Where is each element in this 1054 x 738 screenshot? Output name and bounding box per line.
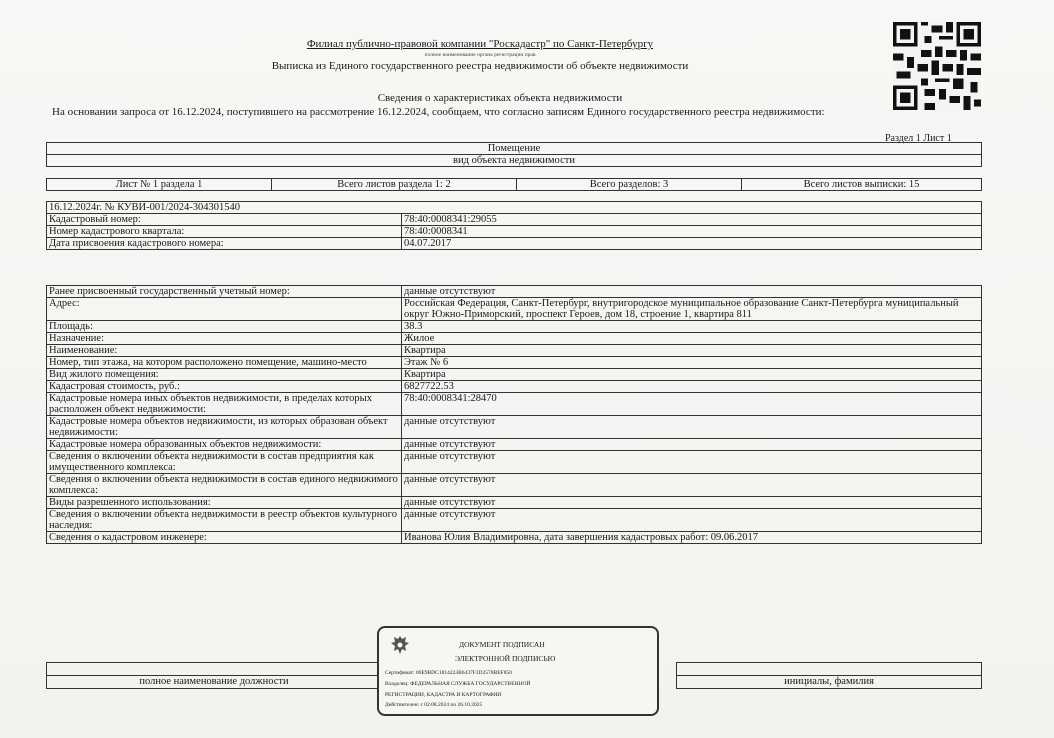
row-label: Сведения о включении объекта недвижимости в реестр объектов культурного наследия: [47,509,402,532]
e-signature-stamp [377,626,659,716]
table-row [47,439,982,451]
table-row [47,345,982,357]
row-label: Кадастровые номера объектов недвижимости, из которых образован объект недвижимости: [47,416,402,439]
total-extract-sheets: Всего листов выписки: 15 [742,179,982,191]
section-label: Раздел 1 Лист 1 [885,133,952,144]
cadastral-number: 78:40:0008341:29055 [402,214,982,226]
table-row [47,286,982,298]
stamp-line2: ЭЛЕКТРОННОЙ ПОДПИСЬЮ [455,654,556,663]
row-label: Кадастровый номер: [47,214,402,226]
stamp-line1: ДОКУМЕНТ ПОДПИСАН [459,640,545,649]
row-value: данные отсутствуют [402,439,982,451]
row-value: 78:40:0008341:28470 [402,393,982,416]
identification-table [46,201,982,250]
row-value: данные отсутствуют [402,497,982,509]
table-row [47,321,982,333]
row-value: Квартира [402,369,982,381]
table-row [47,474,982,497]
row-value: Квартира [402,345,982,357]
table-row [47,532,982,544]
org-subcaption: полное наименование органа регистрации прав [424,52,536,58]
name-caption: инициалы, фамилия [677,676,982,689]
row-label: Номер, тип этажа, на котором расположено помещение, машино-место [47,357,402,369]
table-row [47,451,982,474]
row-label: Дата присвоения кадастрового номера: [47,238,402,250]
table-row [47,393,982,416]
stamp-valid: Действителен: с 02.08.2024 по 26.10.2025 [385,702,483,708]
row-value: данные отсутствуют [402,474,982,497]
table-row [47,226,982,238]
sheets-table [46,178,982,191]
area-value: 38.3 [402,321,982,333]
characteristics-table [46,285,982,544]
row-label: Кадастровые номера образованных объектов недвижимости: [47,439,402,451]
floor-value: Этаж № 6 [402,357,982,369]
stamp-owner: Владелец: ФЕДЕРАЛЬНАЯ СЛУЖБА ГОСУДАРСТВЕННОЙ [385,681,531,687]
cadastral-value: 6827722.53 [402,381,982,393]
table-row [47,238,982,250]
row-label: Адрес: [47,298,402,321]
position-caption: полное наименование должности [47,676,382,689]
table-row [47,357,982,369]
document-title: Выписка из Единого государственного реестра недвижимости об объекте недвижимости [271,60,689,72]
object-type-table [46,142,982,167]
object-type: Помещение [47,143,982,155]
row-label: Виды разрешенного использования: [47,497,402,509]
total-sections: Всего разделов: 3 [517,179,742,191]
row-value: данные отсутствуют [402,286,982,298]
row-label: Наименование: [47,345,402,357]
assignment-date: 04.07.2017 [402,238,982,250]
row-label: Номер кадастрового квартала: [47,226,402,238]
table-row [47,369,982,381]
sheets-in-section: Всего листов раздела 1: 2 [272,179,517,191]
section-heading: Сведения о характеристиках объекта недвижимости [377,92,623,104]
org-name: Филиал публично-правовой компании "Роскадастр" по Санкт-Петербургу [306,38,654,50]
row-label: Кадастровая стоимость, руб.: [47,381,402,393]
table-row [47,416,982,439]
table-row [47,298,982,321]
quarter-number: 78:40:0008341 [402,226,982,238]
engineer-value: Иванова Юлия Владимировна, дата завершения кадастровых работ: 09.06.2017 [402,532,982,544]
row-value: данные отсутствуют [402,451,982,474]
row-label: Сведения о включении объекта недвижимости в состав предприятия как имущественного комплекса: [47,451,402,474]
row-label: Площадь: [47,321,402,333]
table-row [47,381,982,393]
qr-code-icon [893,22,981,110]
table-row [47,509,982,532]
row-label: Кадастровые номера иных объектов недвижимости, в пределах которых расположен объект недвижимости: [47,393,402,416]
extract-number: 16.12.2024г. № КУВИ-001/2024-304301540 [47,202,982,214]
row-label: Ранее присвоенный государственный учетный номер: [47,286,402,298]
stamp-cert: Сертификат: 00E9BDC1814223B6437F1D2578BEF850 [385,670,512,676]
row-label: Назначение: [47,333,402,345]
row-value: Жилое [402,333,982,345]
address-value: Российская Федерация, Санкт-Петербург, внутригородское муниципальное образование Санкт-Петербурга муниципальный округ Южно-Приморский, проспект Героев, дом 18, строение 1, квартира 811 [402,298,982,321]
object-type-caption: вид объекта недвижимости [47,155,982,167]
row-value: данные отсутствуют [402,416,982,439]
table-row [47,333,982,345]
row-value: данные отсутствуют [402,509,982,532]
sheet-number: Лист № 1 раздела 1 [47,179,272,191]
eagle-emblem-icon [389,634,411,656]
basis-text: На основании запроса от 16.12.2024, поступившего на рассмотрение 16.12.2024, сообщаем, что согласно записям Единого государственного реестра недвижимости: [52,106,825,118]
stamp-owner2: РЕГИСТРАЦИИ, КАДАСТРА И КАРТОГРАФИИ [385,692,502,698]
row-label: Сведения о включении объекта недвижимости в состав единого недвижимого комплекса: [47,474,402,497]
table-row [47,214,982,226]
row-label: Сведения о кадастровом инженере: [47,532,402,544]
table-row [47,497,982,509]
row-label: Вид жилого помещения: [47,369,402,381]
